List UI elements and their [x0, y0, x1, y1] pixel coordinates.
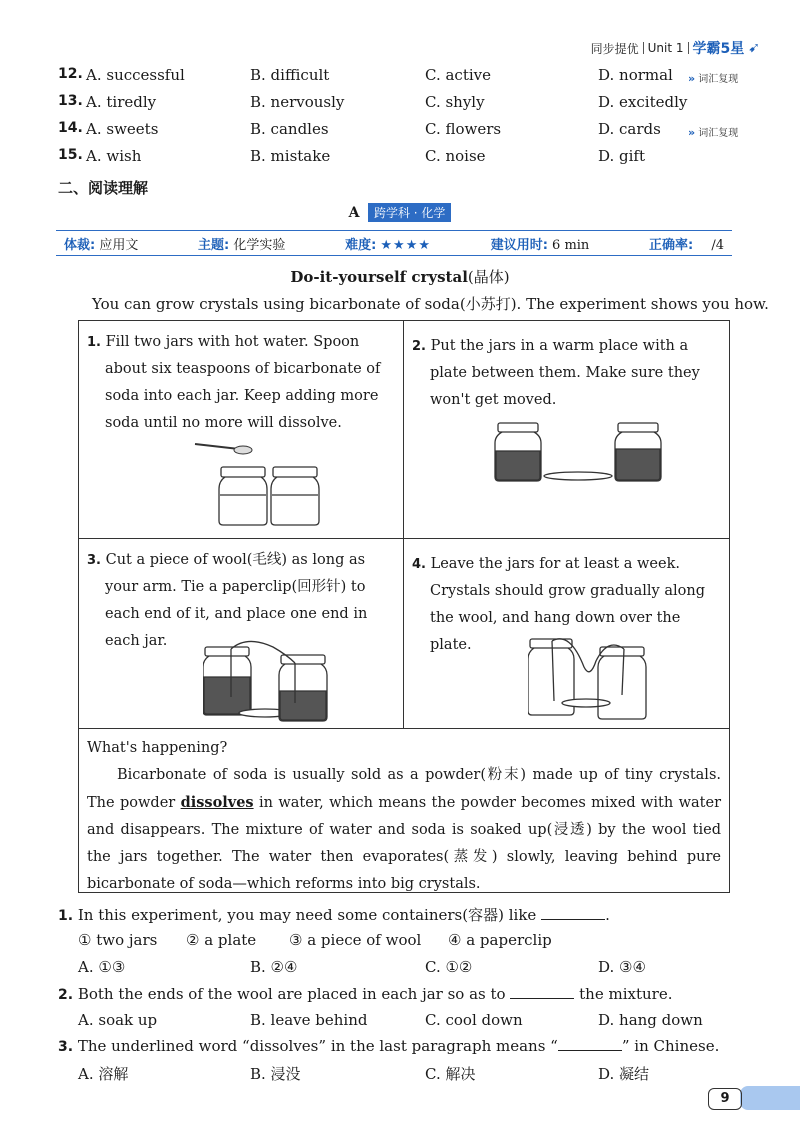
option-c: C. shyly — [425, 93, 485, 111]
explanation-cell — [79, 729, 729, 892]
rate-info — [649, 234, 724, 253]
steps-table — [78, 320, 730, 893]
paragraph-part: Bicarbonate of soda is usually sold as a powder(粉末) made up of tiny crystals. The powder — [87, 767, 721, 811]
step-text — [87, 329, 395, 437]
step-text — [412, 333, 720, 414]
question-1-items — [186, 931, 256, 949]
rate-value: /4 — [711, 237, 724, 253]
question-1-items — [78, 931, 157, 949]
question-tail: the mixture. — [579, 985, 673, 1003]
explanation-paragraph — [87, 762, 721, 898]
passage-letter: A — [348, 205, 360, 221]
info-bar — [56, 230, 732, 256]
question-stem: Both the ends of the wool are placed in each jar so as to — [77, 985, 506, 1003]
option-c: C. active — [425, 66, 491, 84]
question-tail: ” in Chinese. — [621, 1037, 720, 1055]
vocab-row — [58, 93, 758, 115]
vocab-row — [58, 66, 758, 88]
step-number: 4. — [412, 557, 426, 572]
option-d: D. excitedly — [598, 93, 688, 111]
topic-info — [198, 234, 285, 253]
option-b: B. difficult — [250, 66, 330, 84]
title-en: Do-it-yourself crystal — [290, 268, 468, 286]
title-zh: (晶体) — [467, 268, 510, 286]
option-d[interactable]: D. hang down — [598, 1011, 703, 1029]
step-cell-4 — [404, 539, 729, 729]
jars-crystals-illustration — [528, 631, 658, 723]
subject-badge: 跨学科 · 化学 — [368, 203, 451, 222]
question-1-items — [289, 931, 421, 949]
section-heading: 二、阅读理解 — [58, 179, 149, 197]
question-number: 15. — [58, 147, 83, 163]
difficulty-info — [345, 234, 431, 253]
question-number: 13. — [58, 93, 83, 109]
option-a: A. tiredly — [86, 93, 157, 111]
step-body: Put the jars in a warm place with a plate between them. Make sure they won't get moved. — [430, 338, 700, 408]
explanation-heading: What's happening? — [87, 740, 228, 756]
option-d[interactable]: D. ③④ — [598, 958, 646, 976]
question-1-items — [448, 931, 552, 949]
question-number: 14. — [58, 120, 83, 136]
step-number: 3. — [87, 553, 101, 568]
answer-blank[interactable] — [558, 1037, 622, 1051]
topic-label: 主题: — [198, 237, 230, 253]
option-a[interactable]: A. 溶解 — [78, 1065, 129, 1083]
option-b: B. candles — [250, 120, 329, 138]
page-tab — [740, 1086, 800, 1110]
page-header — [591, 38, 760, 58]
question-tail: . — [605, 906, 610, 924]
rate-label: 正确率: — [648, 237, 694, 253]
time-label: 建议用时: — [490, 237, 548, 253]
option-b[interactable]: B. leave behind — [250, 1011, 368, 1029]
step-cell-2 — [404, 321, 729, 539]
genre-info — [64, 234, 138, 253]
star-rating-icon: ★★★★ — [380, 237, 432, 253]
tag-label: 词汇复现 — [698, 74, 739, 85]
question-number: 3. — [58, 1039, 74, 1055]
header-brand: 学霸5星 — [692, 41, 745, 57]
option-c: C. noise — [425, 147, 486, 165]
jars-plate-illustration — [492, 421, 682, 487]
time-info — [491, 234, 590, 253]
option-a: A. successful — [86, 66, 185, 84]
double-chevron-icon: » — [688, 72, 696, 85]
header-unit: Unit 1 — [647, 41, 684, 55]
option-a[interactable]: A. ①③ — [78, 958, 126, 976]
question-stem: The underlined word “dissolves” in the last paragraph means “ — [77, 1037, 558, 1055]
difficulty-label: 难度: — [345, 237, 377, 253]
option-a: A. wish — [86, 147, 142, 165]
jars-spoon-illustration — [189, 439, 339, 529]
option-c[interactable]: C. ①② — [425, 958, 473, 976]
topic-value: 化学实验 — [233, 237, 286, 253]
item: ③ a piece of wool — [289, 931, 422, 949]
answer-blank[interactable] — [541, 906, 605, 920]
double-chevron-icon: » — [688, 126, 696, 139]
question-2 — [58, 985, 672, 1003]
question-3 — [58, 1037, 719, 1055]
item: ② a plate — [186, 931, 257, 949]
item: ① two jars — [78, 931, 158, 949]
tag-label: 词汇复现 — [698, 128, 739, 139]
vocab-row — [58, 120, 758, 142]
item: ④ a paperclip — [448, 931, 552, 949]
step-cell-1 — [79, 321, 404, 539]
passage-title — [0, 266, 800, 287]
question-number: 2. — [58, 987, 74, 1003]
option-d: D. gift — [598, 147, 646, 165]
vocab-review-tag — [688, 124, 738, 139]
step-body: Fill two jars with hot water. Spoon about six teaspoons of bicarbonate of soda into each jar. Keep adding more soda until no more will dissolve. — [105, 334, 381, 431]
header-divider — [688, 42, 689, 54]
question-number: 12. — [58, 66, 83, 82]
vocab-row — [58, 147, 758, 169]
option-b: B. nervously — [250, 93, 345, 111]
passage-label — [0, 203, 800, 222]
paragraph-part: in water, which means the powder becomes mixed with water and disappears. The mixture of water and soda is soaked up(浸透) by the wool tied the jars together. The water then evaporates(蒸发) slowly, leaving behind pure bicarbonate of soda—which reforms into big crystals. — [87, 795, 721, 892]
underlined-word: dissolves — [180, 794, 254, 811]
vocab-review-tag — [688, 70, 738, 85]
step-body: Cut a piece of wool(毛线) as long as your arm. Tie a paperclip(回形针) to each end of it, and place one end in each jar. — [105, 552, 368, 649]
step-number: 2. — [412, 339, 426, 354]
genre-value: 应用文 — [99, 237, 139, 253]
option-a[interactable]: A. soak up — [78, 1011, 158, 1029]
option-c[interactable]: C. cool down — [425, 1011, 523, 1029]
passage-intro: You can grow crystals using bicarbonate of soda(小苏打). The experiment shows you how. — [92, 295, 769, 313]
explanation-text — [87, 735, 721, 898]
option-c: C. flowers — [425, 120, 502, 138]
page-number: 9 — [708, 1088, 742, 1110]
jars-wool-illustration — [203, 633, 343, 725]
option-d: D. cards — [598, 120, 661, 138]
step-number: 1. — [87, 335, 101, 350]
option-b[interactable]: B. 浸没 — [250, 1065, 301, 1083]
option-a: A. sweets — [86, 120, 159, 138]
question-1 — [58, 904, 610, 925]
time-value: 6 min — [552, 237, 590, 253]
header-series: 同步提优 — [590, 41, 639, 56]
answer-blank[interactable] — [510, 985, 574, 999]
option-d[interactable]: D. 凝结 — [598, 1065, 650, 1083]
question-stem: In this experiment, you may need some containers(容器) like — [77, 906, 537, 924]
header-divider — [643, 42, 644, 54]
brand-flag-icon: ➹ — [748, 40, 760, 56]
question-number: 1. — [58, 908, 74, 924]
option-b: B. mistake — [250, 147, 331, 165]
step-body: Leave the jars for at least a week. Crystals should grow gradually along the wool, and hang down over the plate. — [430, 556, 705, 653]
option-b[interactable]: B. ②④ — [250, 958, 298, 976]
genre-label: 体裁: — [64, 237, 96, 253]
step-cell-3 — [79, 539, 404, 729]
option-c[interactable]: C. 解决 — [425, 1065, 476, 1083]
option-d: D. normal — [598, 66, 673, 84]
